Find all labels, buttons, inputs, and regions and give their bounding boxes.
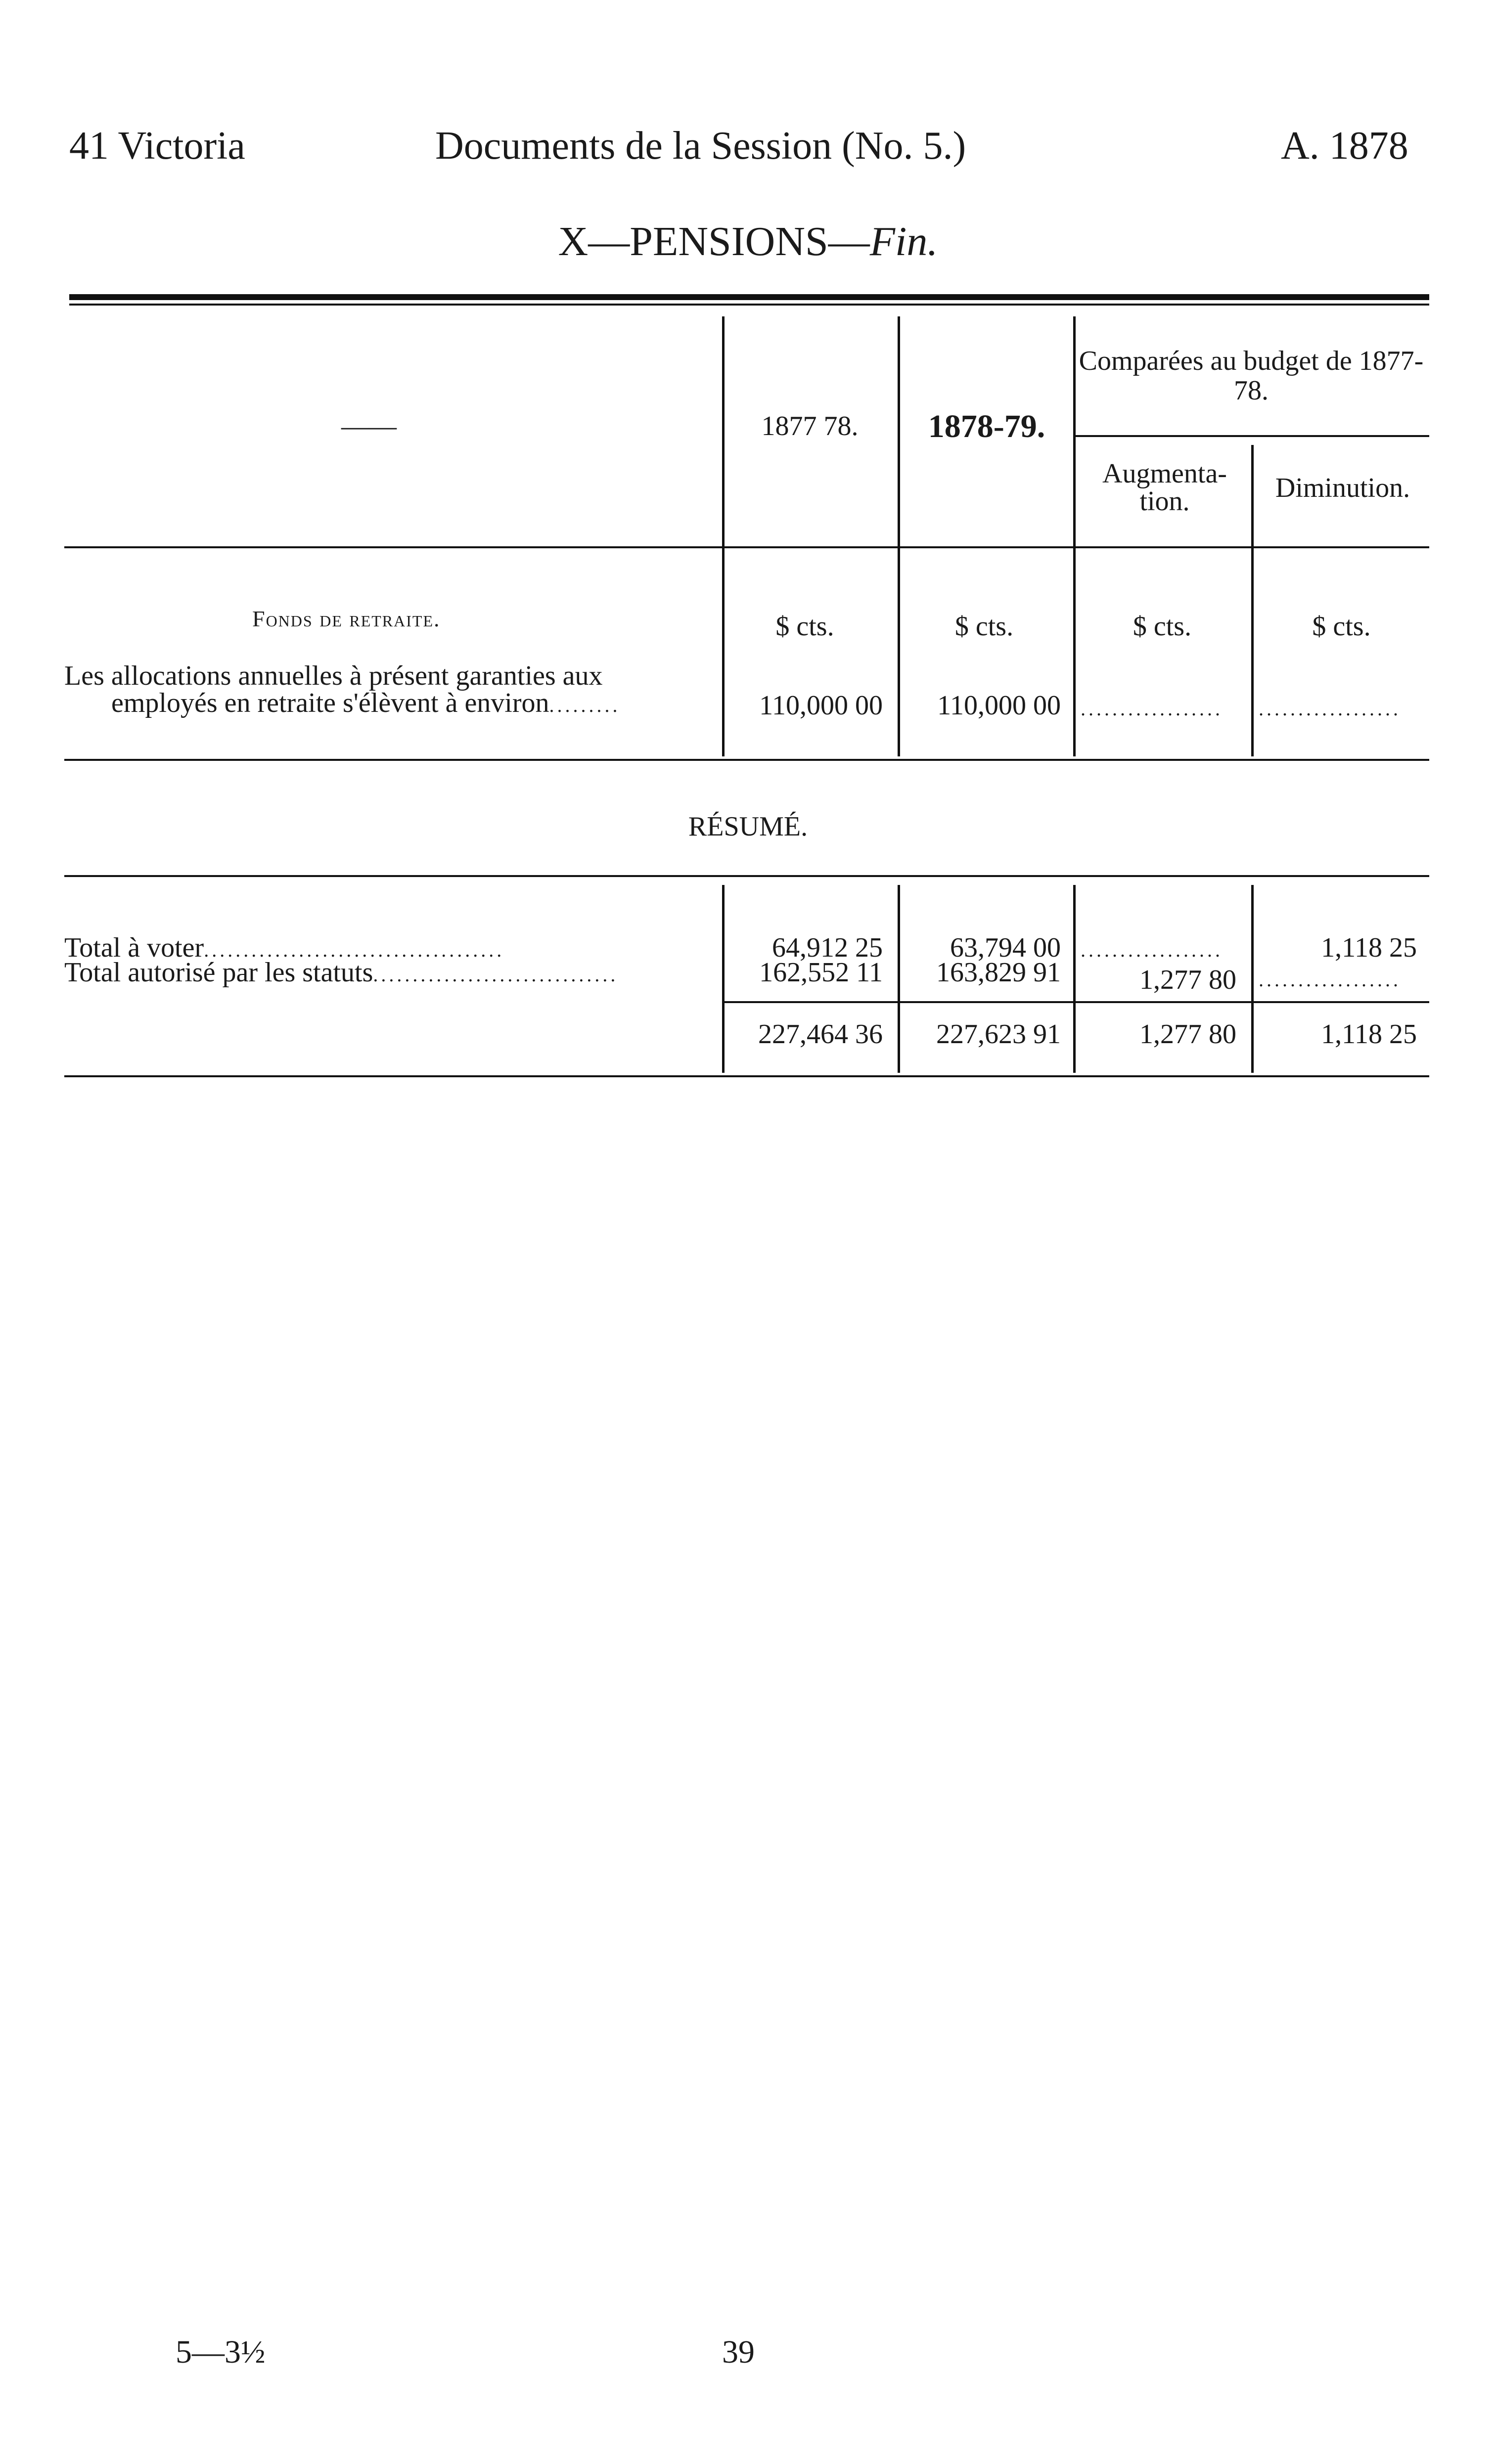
total-c3: 1,277 80 <box>1139 1019 1236 1050</box>
unit-col1: $ cts. <box>775 611 834 642</box>
allocations-dim-dots: .................. <box>1259 698 1401 720</box>
row-total-autorise-label: Total autorisé par les statuts............................... <box>64 957 619 988</box>
allocations-1877: 110,000 00 <box>759 690 883 721</box>
header-right: A. 1878 <box>1281 124 1408 168</box>
unit-col3: $ cts. <box>1133 611 1192 642</box>
table-bottom-rule <box>64 1075 1429 1077</box>
unit-col4: $ cts. <box>1312 611 1371 642</box>
col-group-comparees: Comparées au budget de 1877-78. <box>1079 346 1424 406</box>
title-suffix: Fin. <box>869 219 938 264</box>
page-number: 39 <box>722 2334 755 2370</box>
row-total-a-voter-label: Total à voter...................................... <box>64 932 505 963</box>
header-left: 41 Victoria <box>69 124 245 168</box>
section1-rule <box>64 759 1429 761</box>
section-heading-fonds: Fonds de retraite. <box>252 606 441 631</box>
blank-mark: —— <box>341 411 397 441</box>
col-1878-79: 1878-79. <box>928 408 1045 444</box>
col-divider-3 <box>1073 316 1076 756</box>
row-total-a-voter-c2: 63,794 00 <box>950 932 1061 963</box>
col-diminution: Diminution. <box>1275 473 1410 503</box>
col-augmentation: Augmenta- tion. <box>1102 458 1227 517</box>
row-total-autorise-c3: 1,277 80 <box>1139 965 1236 995</box>
col-divider-4 <box>1251 445 1254 756</box>
allocations-line1: Les allocations annuelles à présent garanties aux <box>64 660 603 691</box>
unit-col2: $ cts. <box>954 611 1014 642</box>
top-rule-thin <box>69 304 1429 306</box>
allocations-1878: 110,000 00 <box>937 690 1061 721</box>
row-total-a-voter-c3-dots: .................. <box>1081 939 1223 961</box>
row-total-autorise-c1: 162,552 11 <box>759 957 883 988</box>
col-1877-78: 1877 78. <box>761 411 859 441</box>
row-total-a-voter-c1: 64,912 25 <box>772 932 883 963</box>
row-total-a-voter-c4: 1,118 25 <box>1321 932 1417 963</box>
total-c2: 227,623 91 <box>936 1019 1061 1050</box>
allocations-aug-dots: .................. <box>1081 698 1223 720</box>
row-total-autorise-c2: 163,829 91 <box>936 957 1061 988</box>
sum-rule <box>722 1001 1429 1003</box>
resume-top-rule <box>64 875 1429 877</box>
total-c4: 1,118 25 <box>1321 1019 1417 1050</box>
total-c1: 227,464 36 <box>758 1019 883 1050</box>
footer-signature: 5—3½ <box>176 2334 266 2370</box>
top-rule <box>69 294 1429 300</box>
row-total-autorise-c4-dots: .................. <box>1259 968 1401 991</box>
page-title <box>0 218 1496 265</box>
group-underline <box>1076 435 1429 437</box>
resume-heading: RÉSUMÉ. <box>688 811 808 842</box>
title-main: X—PENSIONS— <box>558 219 870 264</box>
header-rule <box>64 546 1429 548</box>
allocations-line2: employés en retraite s'élèvent à environ......... <box>111 688 621 718</box>
header-center: Documents de la Session (No. 5.) <box>435 124 966 168</box>
